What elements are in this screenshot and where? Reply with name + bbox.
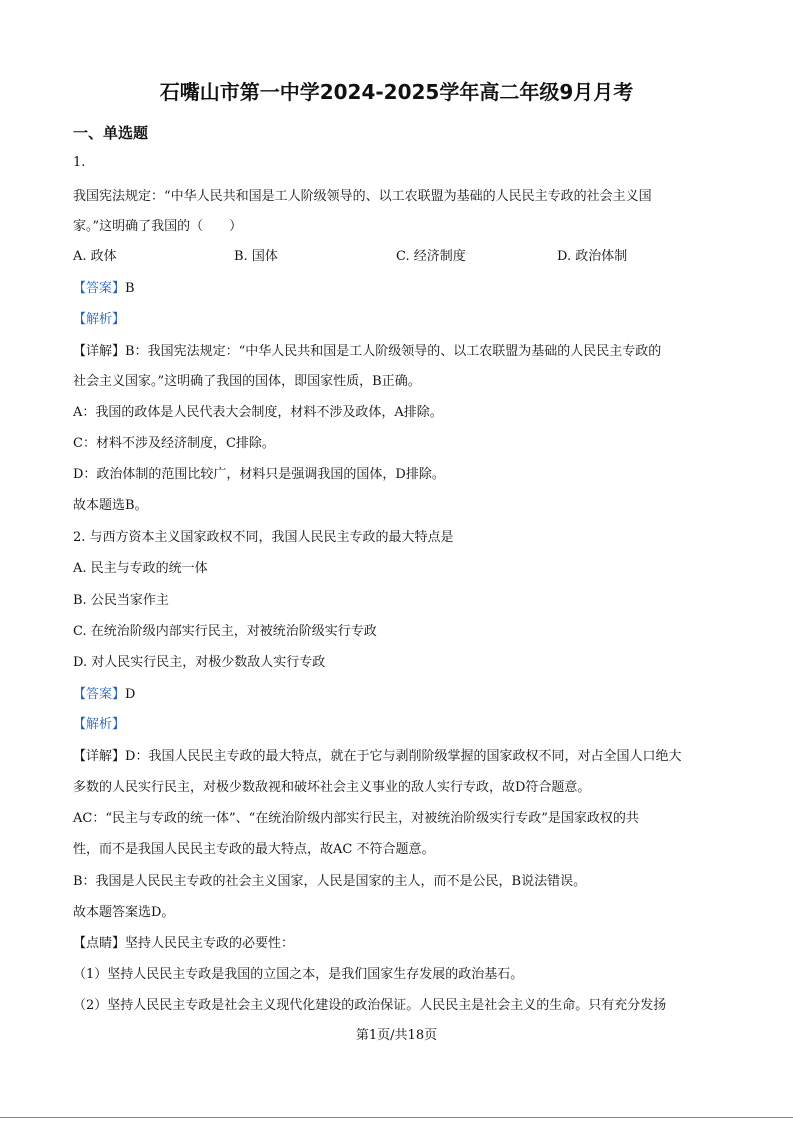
page-footer: 第1页/共18页 [355, 1028, 438, 1043]
q2-detail-ac-line1: AC：“民主与专政的统一体”、“在统治阶级内部实行民主，对被统治阶级实行专政”是国家政权的共 [73, 811, 639, 826]
q2-answer-label: 【答案】 [73, 687, 126, 702]
q1-detail-line1 [73, 340, 661, 359]
q2-detail-b: B：我国是人民民主专政的社会主义国家，人民是国家的主人，而不是公民，B说法错误。 [73, 874, 587, 889]
q1-detail-text1: B：我国宪法规定：“中华人民共和国是工人阶级领导的、以工农联盟为基础的人民民主专政的 [125, 344, 662, 359]
q2-option-b: B. 公民当家作主 [73, 593, 169, 608]
section-heading: 一、单选题 [73, 124, 149, 142]
q1-detail-c: C：材料不涉及经济制度，C排除。 [73, 436, 275, 451]
q1-detail-line2: 社会主义国家。”这明确了我国的国体，即国家性质，B正确。 [73, 374, 421, 389]
q1-answer [73, 277, 135, 296]
q1-detail-a: A：我国的政体是人民代表大会制度，材料不涉及政体，A排除。 [73, 405, 443, 420]
q1-answer-label: 【答案】 [73, 281, 126, 296]
q2-detail-ac-line2: 性，而不是我国人民民主专政的最大特点，故AC 不符合题意。 [73, 842, 435, 857]
bottom-divider [0, 1117, 793, 1118]
q2-answer-value: D [125, 687, 136, 702]
q2-tip [73, 932, 294, 951]
q2-analysis-label: 【解析】 [73, 717, 126, 732]
q1-number: 1. [73, 155, 86, 170]
q1-analysis-label: 【解析】 [73, 312, 126, 327]
q1-stem-line2: 家。”这明确了我国的（ ） [73, 219, 243, 234]
q2-option-c: C. 在统治阶级内部实行民主，对被统治阶级实行专政 [73, 624, 377, 639]
q2-option-d: D. 对人民实行民主，对极少数敌人实行专政 [73, 655, 326, 670]
q2-tip-text: 坚持人民民主专政的必要性： [125, 936, 295, 951]
page-title: 石嘴山市第一中学2024-2025学年高二年级9月月考 [159, 80, 634, 104]
q2-answer [73, 683, 135, 702]
q1-conclusion: 故本题选B。 [73, 498, 148, 513]
q1-detail-label: 【详解】 [73, 344, 126, 359]
q2-detail-line2: 多数的人民实行民主，对极少数敌视和破坏社会主义事业的敌人实行专政，故D符合题意。 [73, 780, 591, 795]
q2-detail-text1: D：我国人民民主专政的最大特点，就在于它与剥削阶级掌握的国家政权不同，对占全国人口绝大 [125, 749, 682, 764]
q2-conclusion: 故本题答案选D。 [73, 905, 175, 920]
q2-tip-2: （2）坚持人民民主专政是社会主义现代化建设的政治保证。人民民主是社会主义的生命。只有充分发扬 [73, 998, 667, 1013]
q2-detail-line1 [73, 745, 681, 764]
q1-detail-d: D：政治体制的范围比较广，材料只是强调我国的国体，D排除。 [73, 467, 445, 482]
q1-stem-line1: 我国宪法规定：“中华人民共和国是工人阶级领导的、以工农联盟为基础的人民民主专政的社会主义国 [73, 189, 652, 204]
q2-detail-label: 【详解】 [73, 749, 126, 764]
q1-option-d: D. 政治体制 [557, 249, 628, 264]
q1-option-a: A. 政体 [73, 249, 117, 264]
q1-answer-value: B [125, 281, 135, 296]
q1-option-b: B. 国体 [234, 249, 278, 264]
q2-tip-label: 【点睛】 [73, 936, 126, 951]
q2-tip-1: （1）坚持人民民主专政是我国的立国之本，是我们国家生存发展的政治基石。 [73, 967, 524, 982]
q2-option-a: A. 民主与专政的统一体 [73, 561, 208, 576]
q1-option-c: C. 经济制度 [396, 249, 466, 264]
q2-stem: 2. 与西方资本主义国家政权不同，我国人民民主专政的最大特点是 [73, 530, 454, 545]
